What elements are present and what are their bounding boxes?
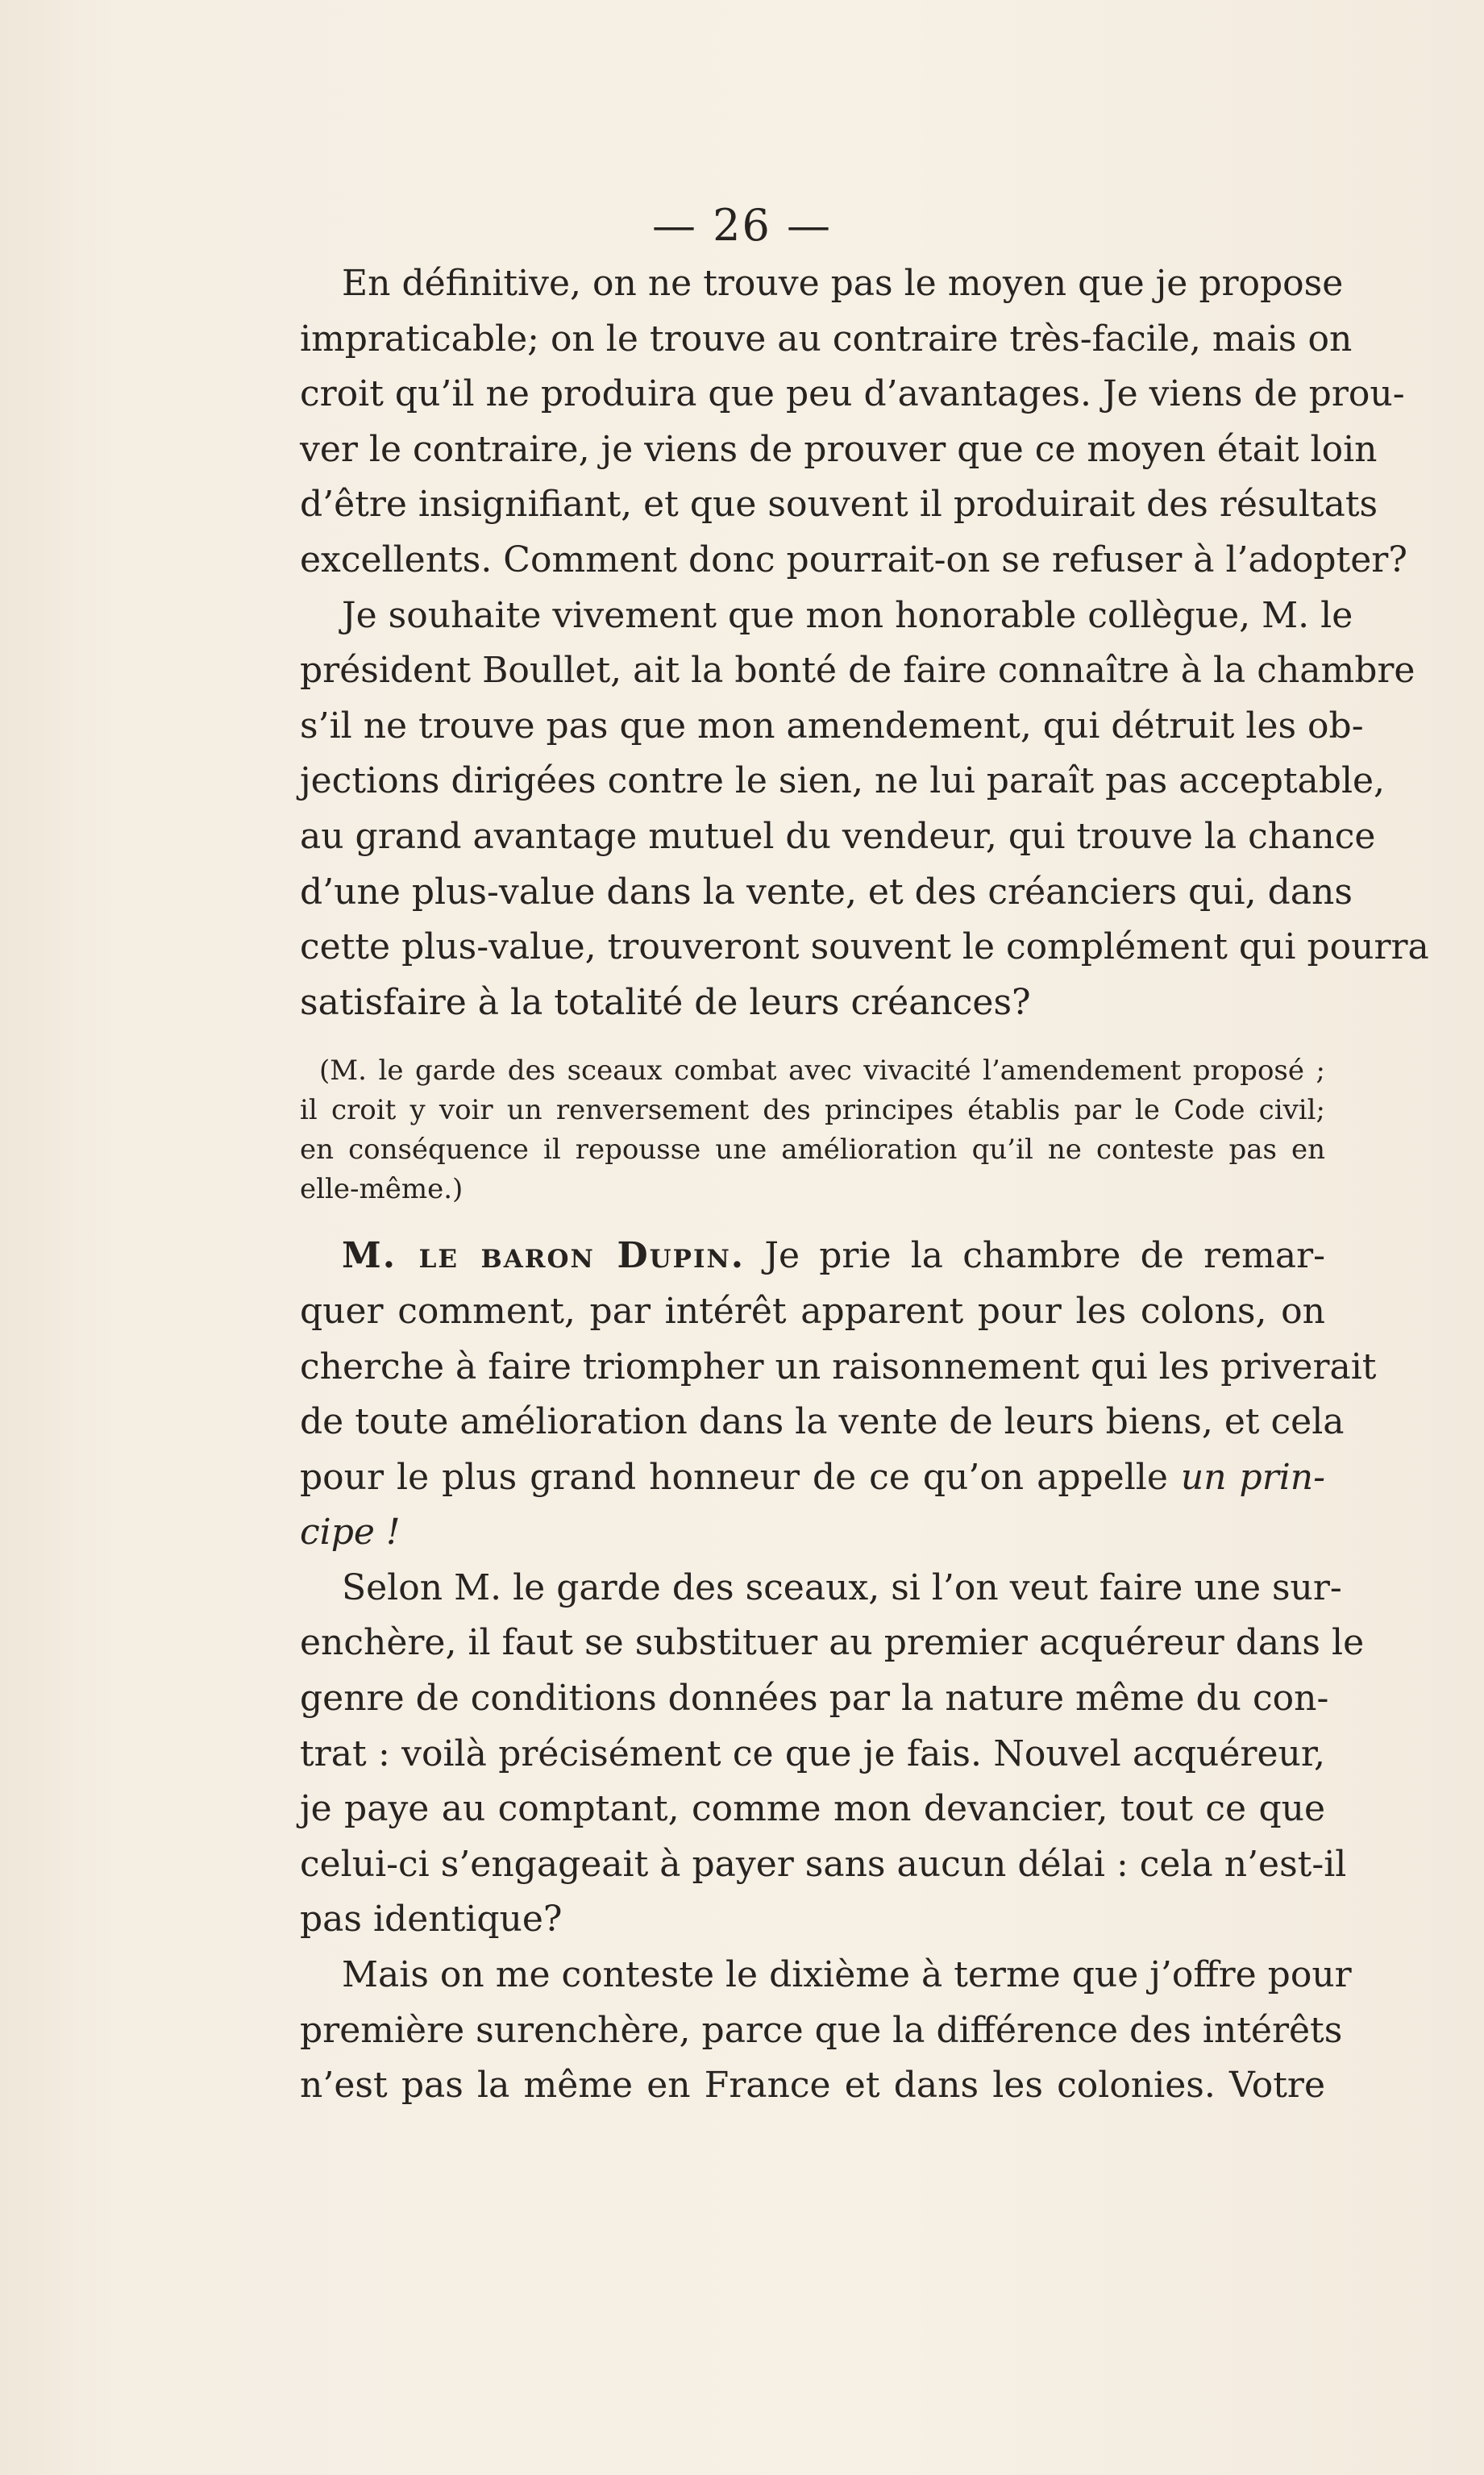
text-line: En définitive, on ne trouve pas le moyen que je propose xyxy=(342,263,1344,304)
note-line: elle-même.) xyxy=(300,1173,463,1206)
text-line: de toute amélioration dans la vente de leurs biens, et cela xyxy=(300,1401,1345,1443)
italic-phrase: un prin- xyxy=(1180,1456,1325,1498)
page-number: — 26 — xyxy=(651,200,833,251)
text-line xyxy=(300,1229,1325,1284)
text-line: excellents. Comment donc pourrait-on se refuser à l’adopter? xyxy=(300,539,1407,580)
paragraph-surenchere xyxy=(300,1561,1365,1948)
text-line: jections dirigées contre le sien, ne lui paraît pas acceptable, xyxy=(300,760,1386,802)
text-segment: pour le plus grand honneur de ce qu’on appelle xyxy=(300,1456,1181,1498)
text-line: pas identique? xyxy=(300,1899,563,1940)
text-line: enchère, il faut se substituer au premier acquéreur dans le xyxy=(300,1622,1365,1664)
text-line: n’est pas la même en France et dans les colonies. Votre xyxy=(300,2065,1325,2107)
parenthetical-note xyxy=(300,1051,1325,1209)
text-line: s’il ne trouve pas que mon amendement, qui détruit les ob- xyxy=(300,705,1364,747)
text-line: je paye au comptant, comme mon devancier, tout ce que xyxy=(300,1788,1325,1830)
text-line: d’être insignifiant, et que souvent il produirait des résultats xyxy=(300,484,1378,526)
text-line: première surenchère, parce que la différence des intérêts xyxy=(300,2009,1343,2051)
note-line: (M. le garde des sceaux combat avec vivacité l’amendement proposé ; xyxy=(319,1054,1325,1088)
text-line: Mais on me conteste le dixième à terme que j’offre pour xyxy=(342,1954,1352,1996)
text-line: genre de conditions données par la nature même du con- xyxy=(300,1678,1329,1720)
speaker-name: M. le baron Dupin. xyxy=(342,1235,746,1277)
paragraph-dixieme-a-terme xyxy=(300,1948,1352,2114)
text-line: trat : voilà précisément ce que je fais. Nouvel acquéreur, xyxy=(300,1732,1325,1774)
text-line: satisfaire à la totalité de leurs créances? xyxy=(300,981,1031,1023)
note-line: il croit y voir un renversement des principes établis par le Code civil; xyxy=(300,1094,1325,1127)
note-line: en conséquence il repousse une amélioration qu’il ne conteste pas en xyxy=(300,1134,1325,1167)
paragraph-baron-dupin-reply xyxy=(300,1229,1377,1561)
text-line: ver le contraire, je viens de prouver que ce moyen était loin xyxy=(300,428,1378,470)
text-line: impraticable; on le trouve au contraire très-facile, mais on xyxy=(300,318,1353,360)
page-body xyxy=(300,256,1429,2114)
text-line: Selon M. le garde des sceaux, si l’on veut faire une sur- xyxy=(342,1566,1342,1608)
text-line xyxy=(300,1450,1325,1506)
paragraph-amendment-argument xyxy=(300,256,1407,589)
text-line: cherche à faire triompher un raisonnement qui les priverait xyxy=(300,1346,1377,1387)
text-line: quer comment, par intérêt apparent pour les colons, on xyxy=(300,1290,1325,1332)
text-line xyxy=(300,1505,1325,1561)
italic-phrase: cipe ! xyxy=(300,1512,401,1554)
text-line: d’une plus-value dans la vente, et des créanciers qui, dans xyxy=(300,871,1353,913)
text-line: Je souhaite vivement que mon honorable collègue, M. le xyxy=(342,594,1353,636)
text-segment: Je prie la chambre de remar- xyxy=(745,1235,1325,1277)
text-line: cette plus-value, trouveront souvent le complément qui pourra xyxy=(300,926,1429,968)
text-line: celui-ci s’engageait à payer sans aucun délai : cela n’est-il xyxy=(300,1843,1347,1885)
text-line: président Boullet, ait la bonté de faire connaître à la chambre xyxy=(300,650,1415,692)
text-line: au grand avantage mutuel du vendeur, qui trouve la chance xyxy=(300,815,1376,857)
paragraph-request-to-colleague xyxy=(300,589,1429,1031)
text-line: croit qu’il ne produira que peu d’avantages. Je viens de prou- xyxy=(300,373,1405,415)
